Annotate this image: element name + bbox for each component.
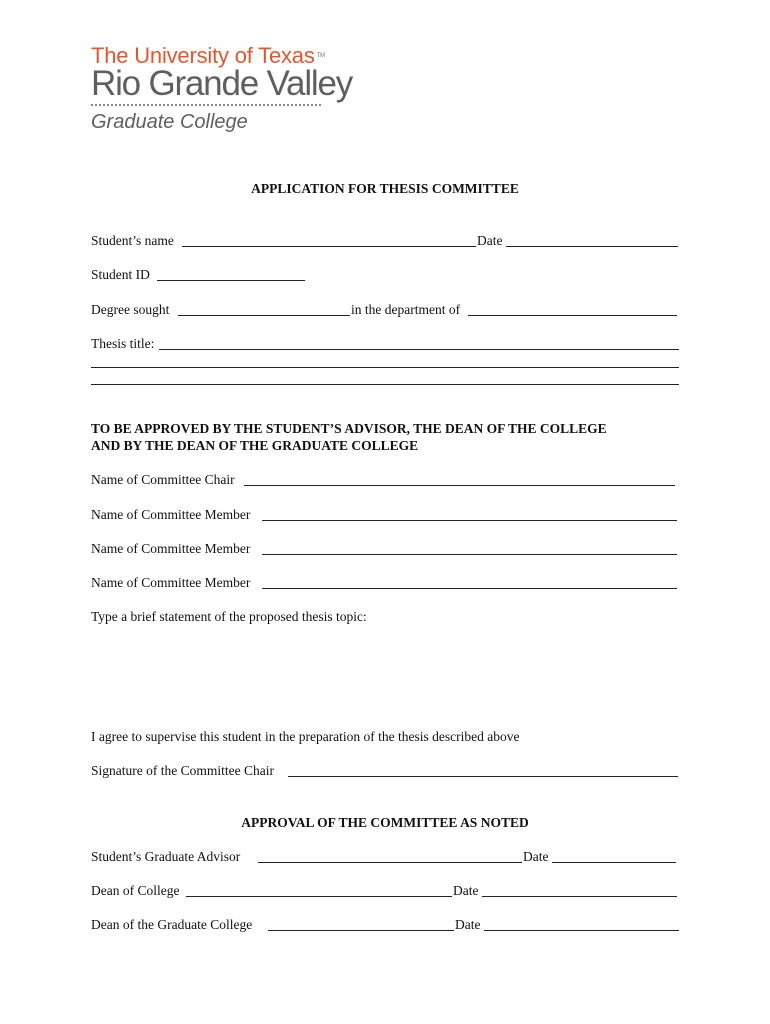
dean-of-college-date-label: Date (453, 883, 479, 898)
thesis-title-label: Thesis title: (91, 336, 155, 351)
committee-member-3-label: Name of Committee Member (91, 575, 251, 590)
student-id-label: Student ID (91, 267, 150, 282)
dean-of-college-date-field[interactable] (482, 896, 677, 897)
degree-field[interactable] (178, 315, 350, 316)
supervision-agreement-text: I agree to supervise this student in the preparation of the thesis described above (91, 729, 520, 744)
committee-member-3-field[interactable] (262, 588, 677, 589)
approval-section-heading: APPROVAL OF THE COMMITTEE AS NOTED (241, 815, 529, 830)
department-label: in the department of (351, 302, 461, 317)
approval-heading-line-2: AND BY THE DEAN OF THE GRADUATE COLLEGE (91, 438, 419, 453)
chair-signature-field[interactable] (288, 776, 678, 777)
thesis-statement-label: Type a brief statement of the proposed thesis topic: (91, 609, 367, 624)
form-title: APPLICATION FOR THESIS COMMITTEE (251, 181, 519, 196)
committee-member-2-field[interactable] (262, 554, 677, 555)
committee-member-1-label: Name of Committee Member (91, 507, 251, 522)
logo-dotted-divider (91, 104, 321, 106)
logo-line-3: Graduate College (91, 111, 248, 133)
thesis-statement-field[interactable] (91, 630, 679, 720)
graduate-dean-date-label: Date (455, 917, 481, 932)
thesis-title-field-line-1[interactable] (159, 349, 679, 350)
student-id-field[interactable] (157, 280, 305, 281)
date-field[interactable] (506, 246, 678, 247)
graduate-advisor-date-field[interactable] (552, 862, 676, 863)
committee-chair-label: Name of Committee Chair (91, 472, 235, 487)
graduate-dean-label: Dean of the Graduate College (91, 917, 256, 932)
approval-heading-line-1: TO BE APPROVED BY THE STUDENT’S ADVISOR, THE DEAN OF THE COLLEGE (91, 421, 607, 436)
department-field[interactable] (468, 315, 677, 316)
committee-member-2-label: Name of Committee Member (91, 541, 251, 556)
thesis-title-field-line-3[interactable] (91, 384, 679, 385)
committee-chair-field[interactable] (244, 485, 675, 486)
degree-label: Degree sought (91, 302, 173, 317)
graduate-dean-signature-field[interactable] (268, 930, 454, 931)
logo-trademark: TM (316, 53, 325, 59)
graduate-dean-date-field[interactable] (484, 930, 679, 931)
date-label: Date (477, 233, 503, 248)
logo-line-2: Rio Grande Valley (91, 64, 353, 103)
dean-of-college-signature-field[interactable] (186, 896, 452, 897)
chair-signature-label: Signature of the Committee Chair (91, 763, 274, 778)
student-name-field[interactable] (182, 246, 476, 247)
graduate-advisor-signature-field[interactable] (258, 862, 522, 863)
graduate-advisor-date-label: Date (523, 849, 549, 864)
university-logo (91, 44, 371, 134)
student-name-label: Student’s name (91, 233, 174, 248)
committee-member-1-field[interactable] (262, 520, 677, 521)
logo-line-1: The University of Texas (91, 43, 315, 68)
graduate-advisor-label: Student’s Graduate Advisor (91, 849, 244, 864)
dean-of-college-label: Dean of College (91, 883, 180, 898)
thesis-title-field-line-2[interactable] (91, 367, 679, 368)
